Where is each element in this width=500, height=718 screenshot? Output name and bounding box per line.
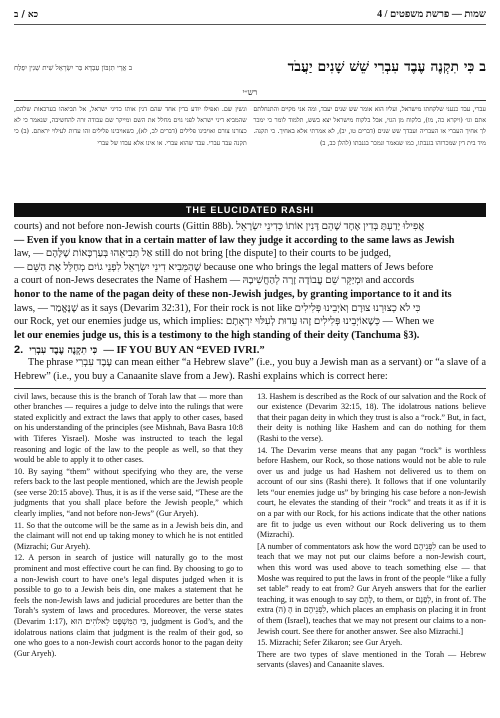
footnote: 12. A person in search of justice will naturally go to the most prominent and most effective court he can find. By choosing to go to a non-Jewish court to have one’s legal disputes judged when it is possible to go to a Jewish beis din, one makes a statement that he feels the non-Jewish laws and judicial procedures are better than the Torah’s system of laws and procedures. Moreover, the verse states (Devarim 1:17), כִּי הַמִּשְׁפָּט לֵאלֹהִים הוּא, judgment is God’s, and the idolatrous nations claim that judgment is the realm of their god, so one who goes to a non-Jewish court accords honor to the pagan deity (Gur Aryeh). (14, 553, 243, 658)
intro-paragraph: The phrase עֶבֶד עִבְרִי can mean either “a Hebrew slave” (i.e., you buy a Jewish man as a servant) or “a slave of a Hebrew” (i.e., you buy a Canaanite slave from a Jew). Rashi explains which is correct here: (14, 357, 486, 382)
verse-line (14, 59, 486, 76)
footnote: 10. By saying “them” without specifying who they are, the verse refers back to the last people mentioned, which are the Jewish people (see verse 20:15 above). Thus, it is as if the verse said, “These are the judgments that you shall place before the Jewish people,” which clearly implies, “and not before non-Jews” (Gur Aryeh). (14, 466, 243, 519)
rashi-hebrew-columns (14, 104, 486, 200)
footnote: 15. Mizrachi; Sefer Zikaron; see Gur Aryeh. (257, 638, 403, 648)
subheading (14, 344, 486, 356)
verse-text (288, 59, 486, 76)
book-portion-label: 4 / שמות — פרשת משפטים (377, 8, 486, 20)
chapter-verse-label: כא / ב (14, 9, 39, 20)
footnotes-left (14, 392, 243, 672)
footnotes-right (257, 392, 486, 672)
footnote: 14. The Devarim verse means that any pagan “rock” is worthless before Hashem, our Rock, so those nations would not be able to rule over us and judge us had Hashem not delivered us to them on account of our sins (Rashi there). It follows that if one voluntarily lets “our enemies judge us” by bringing his case before a non-Jewish court, he elevates the standing of their “rock” and treats it as if it is on a par with our Rock, for his actions indicate that the other nations are fit to judge us even without our Rock delivering us to them (Mizrachi). (257, 445, 486, 540)
footnote: There are two types of slave mentioned in the Torah — Hebrew servants (slaves) and Canaanite slaves. (257, 649, 486, 670)
elucidation-line: — שֶׁהַמֵּבִיא דִינֵי יִשְׂרָאֵל לִפְנֵי גוֹיִם מְחַלֵּל אֶת הַשֵּׁם because one who brings the legal matters of Jews before (14, 261, 434, 273)
elucidation (14, 220, 486, 342)
subheading-english: — IF YOU BUY AN “EVED IVRI.” (103, 345, 265, 357)
elucidation-line: courts) and not before non-Jewish courts (Gittin 88b). אֲפִילוּ יָדַעְתָּ בְּדִין אֶחָד שֶׁהֵם דָּנִין אוֹתוֹ כְּדִינֵי יִשְׂרָאֵל (14, 221, 425, 232)
elucidation-line: honor to the name of the pagan deity of these non-Jewish judges, by granting importance to it and its (14, 288, 452, 300)
subheading-hebrew: כִּי תִקְנֶה עֶבֶד עִבְרִי (29, 345, 98, 357)
footnote: 11. So that the outcome will be the same as in a Jewish beis din, and the claimant will not end up taking money to which he is not entitled (Mizrachi; Gur Aryeh). (14, 520, 243, 551)
elucidation-line: a court of non-Jews desecrates the Name of Hashem — וּמְיַקֵּר שֵׁם עֲבוֹדָה זָרָה לְהַחֲשִׁיבָהּ and accords (14, 275, 415, 287)
rashi-label: רש״י (242, 88, 258, 97)
elucidation-line: — Even if you know that in a certain matter of law they judge it according to the same laws as Jewish (14, 234, 455, 246)
verse-words: כִּי תִקְנֶה עֶבֶד עִבְרִי שֵׁשׁ שָׁנִים יַעֲבֹד (287, 59, 475, 75)
footnote: civil laws, because this is the branch of Torah law that — more than other branches — requires a judge to delve into the rulings that were stated explicitly and extract the laws that apply to other cases, based on his understanding of the principles (see Mishnah, Bava Basra 10:8 with Tiferes Yisrael). Moshe was instructed to teach the legal reasoning and logic of the law to the people as well, so that they would be able to apply it to other cases. (14, 391, 243, 465)
targum-text: ב אֲרֵי תִזְבּוֹן עַבְדָּא בַּר יִשְׂרָאֵל שִׁית שְׁנִין יִפְלַח (14, 63, 133, 72)
running-header (14, 4, 486, 25)
subheading-number: 2. (14, 344, 24, 357)
page (0, 4, 500, 718)
rashi-col-right: ונשין שם. ואפילו יודע בדין אחד שהם דנין אותו כדיני ישראל, אל תביאהו בערכאות שלהם, שהמביא דיני ישראל לפני גוים מחלל את השם ומייקר שם עבודה זרה להחשיבה, שנאמר כי לא כצורנו צורם ואויבינו פלילים (דברים לב, לא), כשאויבינו פלילים זהו עדות לעילוי יראתם. (ב) כי תקנה עבד עברי. עבד שהוא עברי. או אינו אלא עבדו של עברי (14, 106, 247, 147)
elucidation-line: laws, — שֶׁנֶּאֱמַר as it says (Devarim 32:31), For their rock is not like כִּי לֹא כְצוּרֵנוּ צוּרָם וְאֹיְבֵינוּ פְּלִילִים (14, 302, 421, 314)
rashi-col-left: עברי, עבד כנעני שלקחתו מישראל, ועליו הוא אומר שש שנים יעבד, ומה אני מקיים והתנחלתם אתם וגו׳ (ויקרא כה, מו), בלקוח מן הגוי, אבל בלקוח מישראל יצא בשש, תלמוד לומר כי ימכר לך אחיך העברי או העבריה ועבדך שש שנים (דברים טו, יב), לא אמרתי אלא באחיך. כי תקנה. מיד בית דין שמכרוהו בגנבתו, כמו שנאמר ונמכר בגנבתו (להלן כב, ב) (253, 106, 486, 147)
section-title: THE ELUCIDATED RASHI (14, 203, 486, 217)
footnote: 13. Hashem is described as the Rock of our salvation and the Rock of our existence (Devarim 32:15, 18). The idolatrous nations believe that their pagan deity in which they trust is also a “rock.” But, in fact, their deity is nothing like Hashem and can do nothing for them (Rashi to the verse). (257, 391, 486, 443)
divider (14, 100, 486, 101)
elucidation-line: law, — אַל תְּבִיאֵהוּ בְּעַרְכָּאוֹת שֶׁלָּהֶם still do not bring [the dispute] to their courts to be judged, (14, 248, 392, 260)
verse-number: ב (479, 59, 486, 75)
elucidation-line: let our enemies judge us, this is a testimony to the high standing of their deity (Tanchuma §3). (14, 329, 420, 341)
footnotes (14, 388, 486, 672)
elucidation-line: our Rock, yet our enemies judge us, which implies: כְּשֶׁאוֹיְבֵינוּ פְּלִילִים זֶהוּ עֵדוּת לְעִלּוּי יִרְאָתָם — When we (14, 316, 435, 328)
footnote: [A number of commentators ask how the word לִפְנֵיהֶם can be used to teach that we may not put our claims before a non-Jewish court, when this word was used above to teach something else — that Moshe was required to put the laws in front of the people “like a fully set table” ready to eat from? Gur Aryeh answers that for the earlier teaching, it was enough to say לָהֶם, to them, or לְפָנָם, in front of. The extra הֶ (ה) in לִפְנֵיהֶם, which places an emphasis on placing it in front of them (Israel), teaches that we may not present our claims to a non-Jewish court. See there for another answer. See also Mizrachi.] (257, 541, 487, 636)
